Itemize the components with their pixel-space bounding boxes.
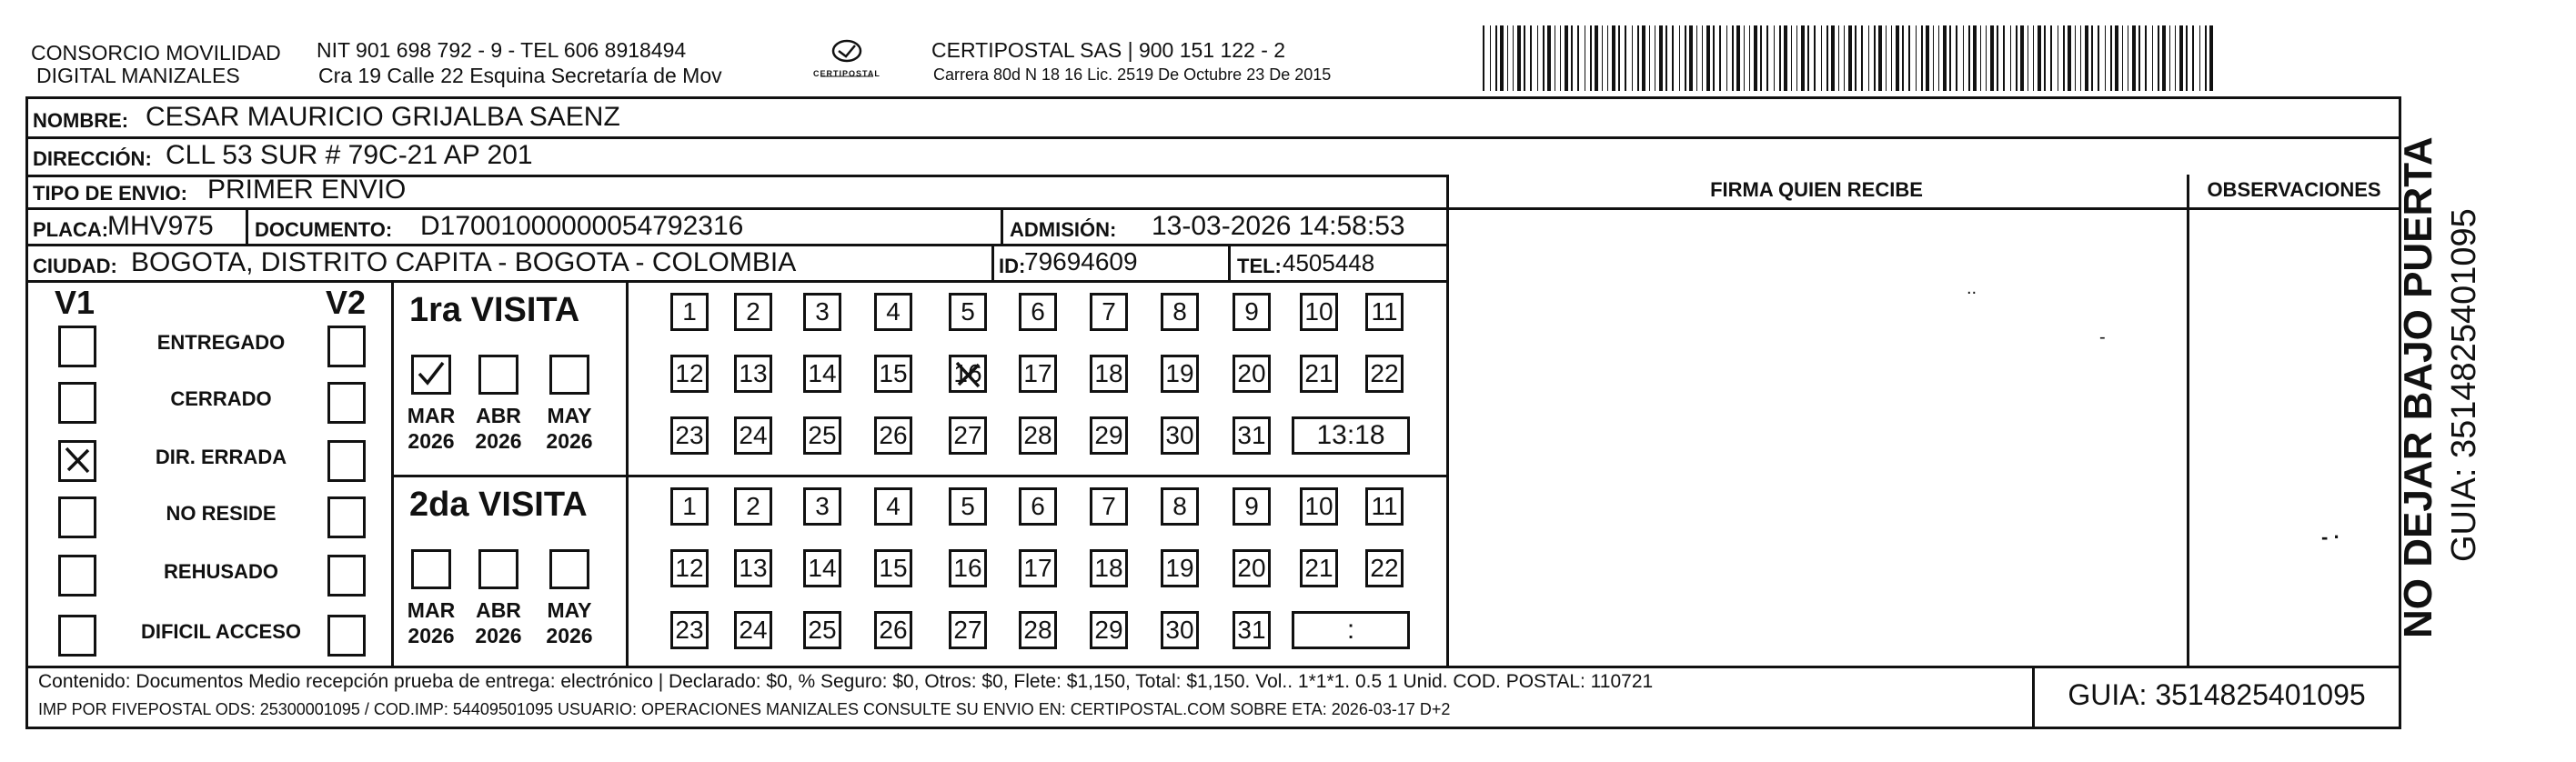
document-number: D17001000000054792316 [420, 211, 744, 241]
status-label: NO RESIDE [166, 502, 277, 525]
visit-day-box[interactable]: 2 [734, 293, 772, 331]
status-label: REHUSADO [164, 560, 278, 583]
v2-label: V2 [326, 284, 367, 321]
certipostal-logo [811, 35, 882, 85]
visit-day-box[interactable]: 28 [1019, 611, 1057, 649]
barcode-bar [1754, 25, 1757, 91]
barcode-bar [1595, 25, 1598, 91]
v1-checkbox[interactable] [58, 382, 96, 424]
plate: MHV975 [107, 211, 214, 241]
visit-day-box[interactable]: 22 [1365, 549, 1404, 587]
barcode-bar [2192, 25, 2194, 91]
x-mark-icon [61, 443, 94, 477]
visit-day-box[interactable]: 12 [670, 549, 709, 587]
visit-month-label: MAR [407, 404, 456, 427]
visit-year-label: 2026 [408, 429, 455, 453]
visit-day-box[interactable]: 31 [1233, 611, 1271, 649]
barcode-bar [1926, 25, 1929, 91]
courier-address: Carrera 80d N 18 16 Lic. 2519 De Octubre 23 De 2015 [933, 65, 1332, 84]
barcode-bar [1565, 25, 1568, 91]
barcode-bar [2199, 25, 2200, 91]
visit-day-box[interactable]: 23 [670, 416, 709, 455]
visit-year-label: 2026 [475, 624, 522, 647]
visit-day-box[interactable]: 16 [949, 355, 987, 393]
barcode-bar [2115, 25, 2118, 91]
no-door-warning: NO DEJAR BAJO PUERTA [2396, 136, 2440, 638]
barcode-bar [2105, 25, 2106, 91]
document-label: DOCUMENTO: [255, 218, 393, 241]
visit-month-label: ABR [476, 404, 521, 427]
status-label: DIR. ERRADA [155, 446, 287, 468]
visit-year-label: 2026 [546, 429, 593, 453]
address-label: DIRECCIÓN: [33, 147, 152, 170]
visit-time-box[interactable]: : [1292, 611, 1410, 649]
visit-day-box[interactable]: 21 [1300, 355, 1338, 393]
visit-month-checkbox[interactable] [478, 549, 518, 589]
visit-day-box[interactable]: 25 [803, 611, 841, 649]
barcode-bar [1949, 25, 1951, 91]
visit-day-box[interactable]: 21 [1300, 549, 1338, 587]
barcode-bar [1891, 25, 1892, 91]
observations-area[interactable] [2190, 211, 2398, 662]
stray-mark: .. [1967, 278, 1977, 298]
barcode-bar [2209, 25, 2213, 91]
barcode-bar [1968, 25, 1970, 91]
barcode-bar [1896, 25, 1899, 91]
visit-day-box[interactable]: 14 [803, 355, 841, 393]
barcode-bar [2205, 25, 2207, 91]
barcode-bar [1886, 25, 1887, 91]
visit-day-box[interactable]: 13 [734, 355, 772, 393]
stray-mark: - [2099, 327, 2106, 347]
barcode-bar [1530, 25, 1532, 91]
barcode-bar [1760, 25, 1762, 91]
barcode-bar [2020, 25, 2024, 91]
barcode-bar [2068, 25, 2071, 91]
visit-day-box[interactable]: 27 [949, 611, 987, 649]
barcode-bar [1659, 25, 1663, 91]
barcode-bar [1831, 25, 1835, 91]
barcode-bar [1791, 25, 1792, 91]
visit-day-box[interactable]: 8 [1161, 487, 1199, 526]
barcode-bar [1513, 25, 1514, 91]
barcode-bar [1744, 25, 1745, 91]
visit-day-box[interactable]: 8 [1161, 293, 1199, 331]
city-label: CIUDAD: [33, 255, 117, 277]
visit-day-box[interactable]: 18 [1090, 549, 1128, 587]
id-number: 79694609 [1024, 247, 1138, 276]
guia-number: GUIA: 3514825401095 [2068, 678, 2366, 711]
company-name-line2: DIGITAL MANIZALES [36, 64, 240, 87]
barcode-bar [2044, 25, 2046, 91]
barcode-bar [1980, 25, 1981, 91]
v1-checkbox[interactable] [58, 615, 96, 657]
barcode-bar [1997, 25, 1998, 91]
barcode-bar [1838, 25, 1839, 91]
barcode-bar [1749, 25, 1750, 91]
visit-day-box[interactable]: 29 [1090, 611, 1128, 649]
barcode-bar [1537, 25, 1538, 91]
stray-mark: - · [2321, 526, 2340, 548]
barcode-bar [1874, 25, 1876, 91]
visit-day-box[interactable]: 9 [1233, 487, 1271, 526]
barcode [1483, 25, 2218, 91]
side-guia: GUIA: 3514825401095 [2445, 208, 2483, 562]
visit-day-box[interactable]: 12 [670, 355, 709, 393]
visit-day-box[interactable]: 13 [734, 549, 772, 587]
visit-day-box[interactable]: 17 [1019, 549, 1057, 587]
barcode-bar [1807, 25, 1809, 91]
visit-month-label: MAY [547, 598, 592, 622]
company-address: Cra 19 Calle 22 Esquina Secretaría de Mov [318, 64, 722, 87]
barcode-bar [2016, 25, 2018, 91]
barcode-bar [1986, 25, 1987, 91]
barcode-bar [2152, 25, 2153, 91]
visit-day-box[interactable]: 10 [1300, 293, 1338, 331]
visit-day-box[interactable]: 4 [874, 293, 912, 331]
plate-label: PLACA: [33, 218, 109, 241]
barcode-bar [1990, 25, 1994, 91]
visit-month-checkbox[interactable] [411, 549, 451, 589]
v2-checkbox[interactable] [327, 440, 366, 482]
barcode-bar [1732, 25, 1734, 91]
barcode-bar [1689, 25, 1693, 91]
visit-day-box[interactable]: 15 [874, 549, 912, 587]
barcode-bar [1543, 25, 1545, 91]
barcode-bar [1696, 25, 1697, 91]
visit-day-box[interactable]: 3 [803, 293, 841, 331]
visit-day-box[interactable]: 1 [670, 293, 709, 331]
v2-checkbox[interactable] [327, 615, 366, 657]
barcode-bar [1921, 25, 1923, 91]
barcode-bar [1495, 25, 1497, 91]
visit-day-box[interactable]: 4 [874, 487, 912, 526]
visit-title: 2da VISITA [409, 486, 588, 524]
barcode-bar [2003, 25, 2005, 91]
barcode-bar [1517, 25, 1521, 91]
visit-day-box[interactable]: 25 [803, 416, 841, 455]
v2-checkbox[interactable] [327, 382, 366, 424]
visit-day-box[interactable]: 30 [1161, 416, 1199, 455]
barcode-bar [1801, 25, 1805, 91]
visit-title: 1ra VISITA [409, 291, 580, 329]
barcode-bar [1637, 25, 1639, 91]
visit-day-box[interactable]: 7 [1090, 293, 1128, 331]
visit-day-box[interactable]: 5 [949, 293, 987, 331]
barcode-bar [2179, 25, 2183, 91]
barcode-bar [2169, 25, 2170, 91]
visit-month-checkbox[interactable] [411, 355, 451, 395]
visit-month-checkbox[interactable] [549, 549, 589, 589]
name-label: NOMBRE: [33, 109, 129, 132]
visit-day-box[interactable]: 5 [949, 487, 987, 526]
visit-day-box[interactable]: 2 [734, 487, 772, 526]
visit-day-box[interactable]: 11 [1365, 487, 1404, 526]
barcode-bar [1577, 25, 1579, 91]
visit-day-box[interactable]: 18 [1090, 355, 1128, 393]
barcode-bar [1679, 25, 1680, 91]
visit-day-box[interactable]: 24 [734, 416, 772, 455]
visit-day-box[interactable]: 22 [1365, 355, 1404, 393]
company-name-line1: CONSORCIO MOVILIDAD [31, 41, 281, 65]
logo-text: CERTIPOSTAL [813, 69, 880, 78]
barcode-bar [2138, 25, 2140, 91]
content-line: Contenido: Documentos Medio recepción prueba de entrega: electrónico | Declarado: $0, % Seguro: $0, Otros: $0, Flete: $1,150, Total: $1,150. Vol.. 1*1*1. 0.5 1 Unid. COD. POSTAL: 110721 [38, 671, 1654, 692]
visit-month-label: MAY [547, 404, 592, 427]
barcode-bar [1848, 25, 1852, 91]
visit-day-box[interactable]: 20 [1233, 355, 1271, 393]
visit-day-box[interactable]: 11 [1365, 293, 1404, 331]
visit-day-box[interactable]: 16 [949, 549, 987, 587]
barcode-bar [1736, 25, 1740, 91]
visit-year-label: 2026 [475, 429, 522, 453]
barcode-bar [1560, 25, 1561, 91]
barcode-bar [1713, 25, 1715, 91]
v1-checkbox[interactable] [58, 326, 96, 367]
visit-day-box[interactable]: 24 [734, 611, 772, 649]
barcode-bar [1973, 25, 1977, 91]
send-type-label: TIPO DE ENVIO: [33, 182, 187, 205]
barcode-bar [1933, 25, 1934, 91]
visit-month-label: ABR [476, 598, 521, 622]
barcode-bar [1821, 25, 1822, 91]
barcode-bar [1602, 25, 1603, 91]
barcode-bar [1868, 25, 1869, 91]
barcode-bar [2110, 25, 2112, 91]
barcode-bar [1963, 25, 1964, 91]
barcode-bar [1524, 25, 1525, 91]
barcode-bar [1855, 25, 1857, 91]
barcode-bar [2091, 25, 2093, 91]
barcode-bar [1507, 25, 1508, 91]
barcode-bar [1938, 25, 1939, 91]
barcode-bar [1908, 25, 1910, 91]
barcode-bar [2158, 25, 2159, 91]
barcode-bar [1500, 25, 1504, 91]
barcode-bar [1726, 25, 1727, 91]
visit-day-box[interactable]: 7 [1090, 487, 1128, 526]
visit-day-box[interactable]: 6 [1019, 487, 1057, 526]
barcode-bar [2175, 25, 2176, 91]
visit-day-box[interactable]: 9 [1233, 293, 1271, 331]
visit-year-label: 2026 [546, 624, 593, 647]
barcode-bar [1956, 25, 1957, 91]
barcode-bar [1814, 25, 1816, 91]
visit-day-box[interactable]: 3 [803, 487, 841, 526]
barcode-bar [1774, 25, 1775, 91]
visit-day-box[interactable]: 31 [1233, 416, 1271, 455]
barcode-bar [1685, 25, 1686, 91]
barcode-bar [2038, 25, 2041, 91]
barcode-bar [1702, 25, 1703, 91]
signature-header: FIRMA QUIEN RECIBE [1710, 178, 1923, 201]
barcode-image [1483, 25, 2218, 91]
status-label: ENTREGADO [156, 331, 286, 354]
barcode-bar [2010, 25, 2011, 91]
barcode-bar [1672, 25, 1674, 91]
barcode-bar [1766, 25, 1768, 91]
v2-checkbox[interactable] [327, 326, 366, 367]
imp-line: IMP POR FIVEPOSTAL ODS: 25300001095 / COD.IMP: 54409501095 USUARIO: OPERACIONES MANIZALES CONSULTE SU ENVIO EN: CERTIPOSTAL.COM SOBRE ETA: 2026-03-17 D+2 [38, 700, 1451, 718]
visit-day-box[interactable]: 23 [670, 611, 709, 649]
barcode-bar [2033, 25, 2034, 91]
barcode-bar [1642, 25, 1645, 91]
barcode-bar [1547, 25, 1551, 91]
visit-day-box[interactable]: 19 [1161, 355, 1199, 393]
check-mark-icon [414, 357, 447, 392]
visit-month-checkbox[interactable] [549, 355, 589, 395]
courier-name: CERTIPOSTAL SAS | 900 151 122 - 2 [931, 38, 1286, 62]
v1-checkbox[interactable] [58, 496, 96, 538]
barcode-bar [2063, 25, 2065, 91]
barcode-bar [1665, 25, 1667, 91]
visit-month-label: MAR [407, 598, 456, 622]
barcode-bar [1779, 25, 1781, 91]
barcode-bar [1612, 25, 1615, 91]
observations-header: OBSERVACIONES [2207, 178, 2381, 201]
status-label: CERRADO [170, 387, 272, 410]
tel-label: TEL: [1237, 255, 1282, 277]
visit-day-box[interactable]: 26 [874, 416, 912, 455]
visit-month-checkbox[interactable] [478, 355, 518, 395]
barcode-bar [1618, 25, 1620, 91]
visit-day-box[interactable]: 30 [1161, 611, 1199, 649]
v1-checkbox[interactable] [58, 440, 96, 482]
admission-datetime: 13-03-2026 14:58:53 [1152, 211, 1405, 241]
visit-day-box[interactable]: 19 [1161, 549, 1199, 587]
barcode-bar [1796, 25, 1797, 91]
barcode-bar [1632, 25, 1633, 91]
barcode-bar [2080, 25, 2081, 91]
barcode-bar [2186, 25, 2188, 91]
status-label: DIFICIL ACCESO [140, 620, 301, 643]
barcode-bar [2122, 25, 2123, 91]
barcode-bar [2132, 25, 2136, 91]
city: BOGOTA, DISTRITO CAPITA - BOGOTA - COLOMBIA [131, 247, 797, 277]
v2-checkbox[interactable] [327, 555, 366, 597]
visit-day-box[interactable]: 14 [803, 549, 841, 587]
visit-day-box[interactable]: 29 [1090, 416, 1128, 455]
barcode-bar [2075, 25, 2076, 91]
barcode-bar [1943, 25, 1947, 91]
company-nit: NIT 901 698 792 - 9 - TEL 606 8918494 [317, 38, 687, 62]
barcode-bar [1902, 25, 1904, 91]
visit-day-box[interactable]: 20 [1233, 549, 1271, 587]
visit-day-box[interactable]: 27 [949, 416, 987, 455]
barcode-bar [1861, 25, 1863, 91]
send-type: PRIMER ENVIO [207, 175, 407, 205]
barcode-bar [1625, 25, 1626, 91]
visit-day-box[interactable]: 10 [1300, 487, 1338, 526]
visit-day-box[interactable]: 26 [874, 611, 912, 649]
barcode-bar [2098, 25, 2099, 91]
admission-label: ADMISIÓN: [1010, 218, 1117, 241]
barcode-bar [1844, 25, 1845, 91]
signature-area[interactable] [1450, 211, 2183, 662]
recipient-name: CESAR MAURICIO GRIJALBA SAENZ [146, 102, 620, 132]
recipient-address: CLL 53 SUR # 79C-21 AP 201 [166, 140, 533, 170]
barcode-bar [1649, 25, 1650, 91]
barcode-bar [1878, 25, 1882, 91]
visit-time-box[interactable]: 13:18 [1292, 416, 1410, 455]
v1-label: V1 [55, 284, 96, 321]
barcode-bar [1607, 25, 1608, 91]
barcode-bar [1916, 25, 1917, 91]
barcode-bar [1826, 25, 1828, 91]
barcode-bar [1784, 25, 1787, 91]
barcode-bar [1706, 25, 1710, 91]
barcode-bar [1571, 25, 1573, 91]
barcode-bar [2050, 25, 2052, 91]
barcode-bar [1490, 25, 1491, 91]
barcode-bar [1719, 25, 1721, 91]
v2-checkbox[interactable] [327, 496, 366, 538]
x-mark-icon [951, 357, 984, 392]
visit-day-box[interactable]: 28 [1019, 416, 1057, 455]
barcode-bar [1483, 25, 1484, 91]
visit-day-box[interactable]: 6 [1019, 293, 1057, 331]
barcode-bar [2162, 25, 2166, 91]
visit-day-box[interactable]: 15 [874, 355, 912, 393]
visit-day-box[interactable]: 17 [1019, 355, 1057, 393]
barcode-bar [2145, 25, 2147, 91]
visit-year-label: 2026 [408, 624, 455, 647]
visit-day-box[interactable]: 1 [670, 487, 709, 526]
id-label: ID: [999, 255, 1026, 277]
barcode-bar [1590, 25, 1592, 91]
v1-checkbox[interactable] [58, 555, 96, 597]
tel-number: 4505448 [1283, 249, 1375, 276]
barcode-bar [2085, 25, 2088, 91]
